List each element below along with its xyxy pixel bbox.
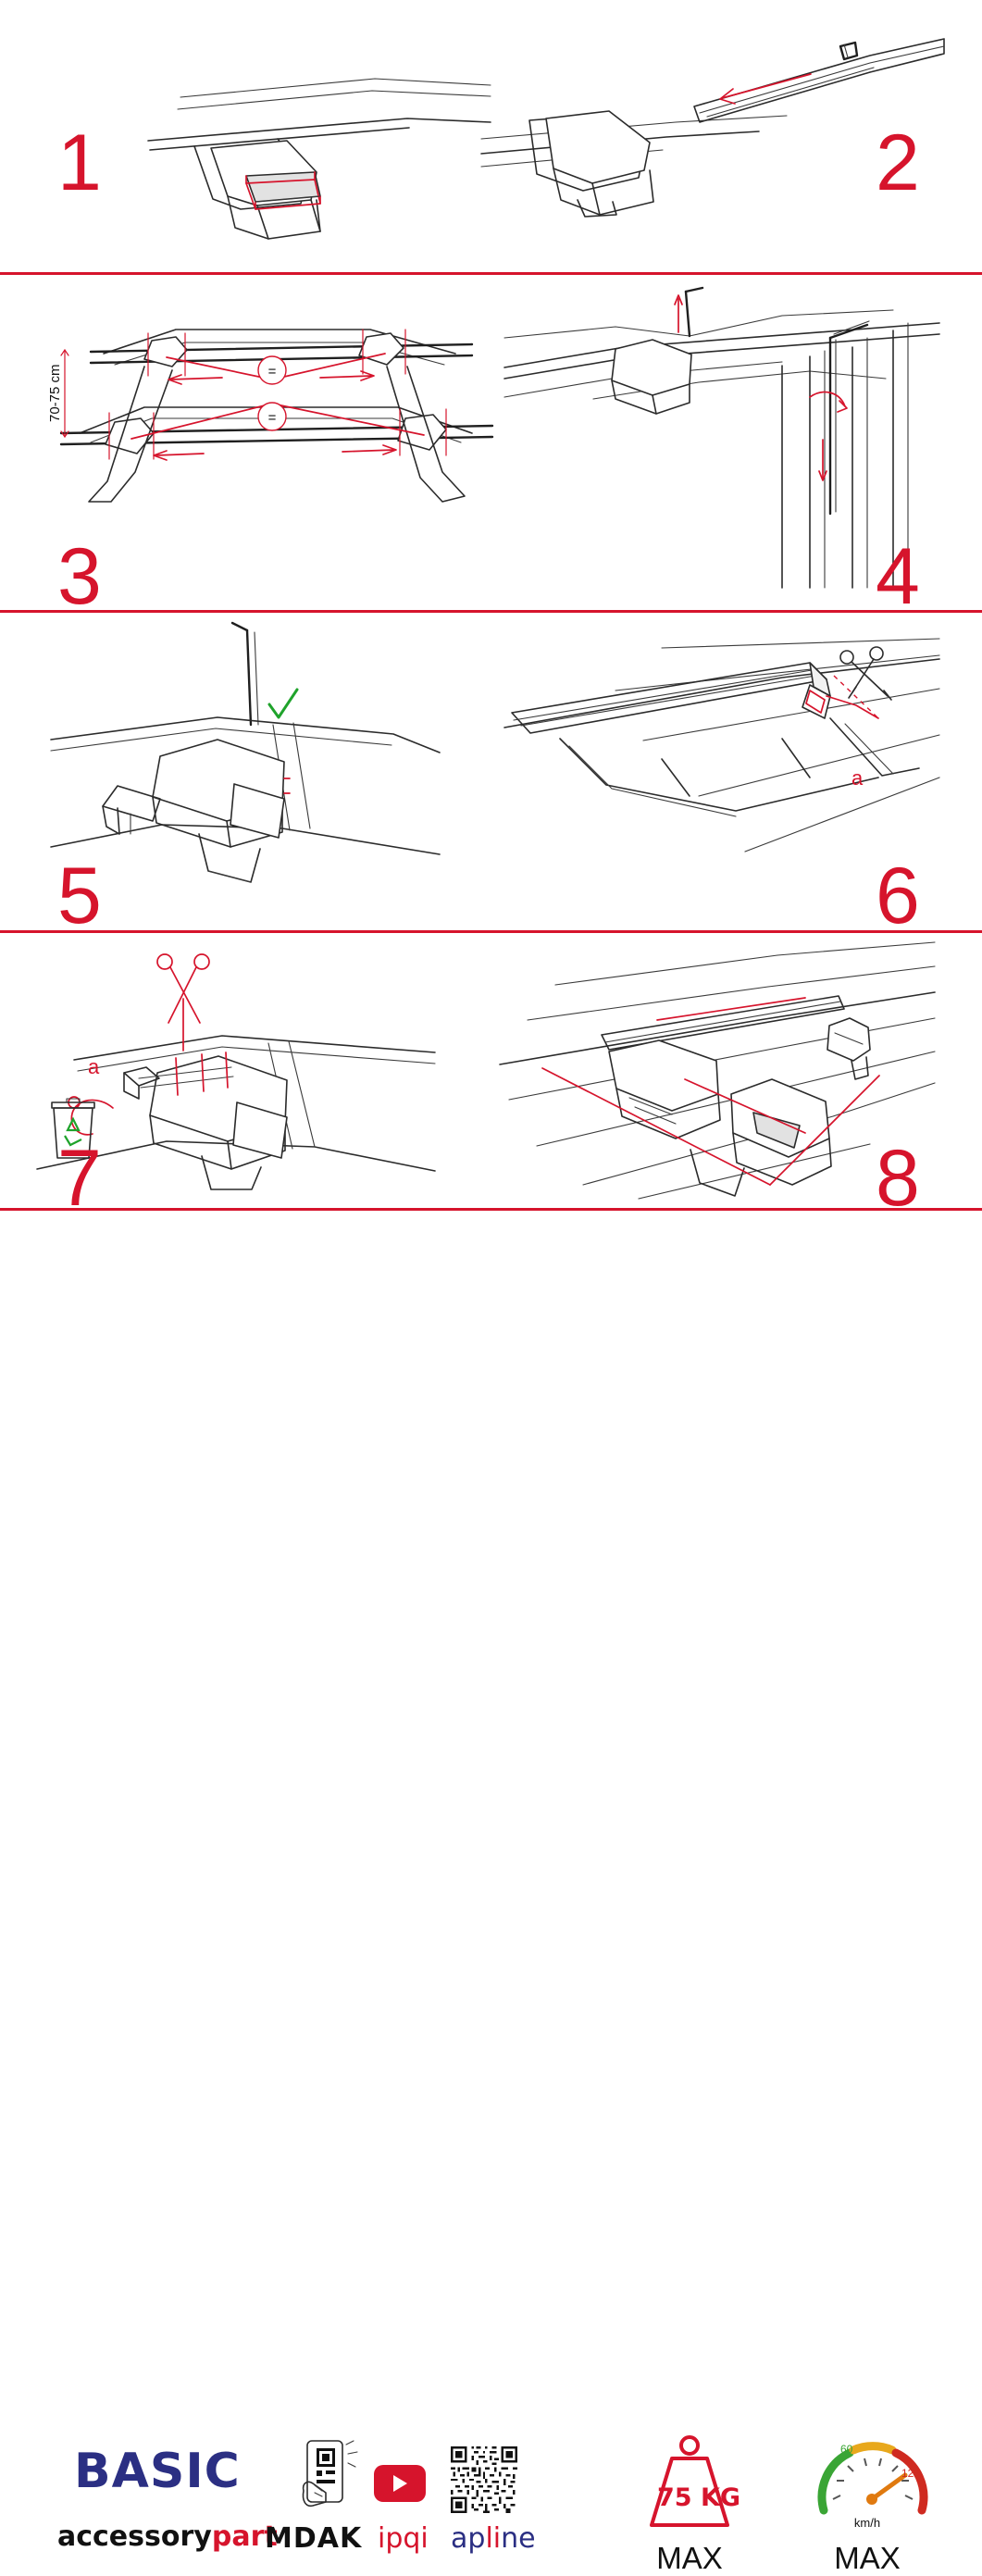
- footer: [0, 1208, 982, 2575]
- step-number-7: 7: [57, 1134, 102, 1223]
- svg-text:60: 60: [840, 2443, 853, 2456]
- step-3-illustration: [37, 296, 518, 528]
- brand-ipqi: ipqi: [378, 2522, 429, 2555]
- brand-accessory-text: accessory: [57, 2520, 212, 2553]
- brand-part-text: part: [211, 2520, 278, 2553]
- speed-unit-label: km/h: [853, 2516, 881, 2530]
- brand-apline: apline: [451, 2522, 536, 2555]
- step-number-3: 3: [57, 532, 102, 621]
- max-speed-caption: MAX: [834, 2541, 901, 2575]
- svg-text:=: =: [267, 410, 277, 426]
- svg-text:70-75 cm: 70-75 cm: [47, 364, 63, 422]
- qr-code-icon[interactable]: [451, 2446, 517, 2513]
- cut-label-a-step7: a: [88, 1055, 100, 1078]
- phone-scan-icon: [294, 2439, 361, 2523]
- brand-apline-accent: li: [485, 2522, 502, 2555]
- max-load-value: 75 KG: [656, 2483, 741, 2512]
- brand-basic: BASIC: [74, 2444, 241, 2499]
- brand-mdak: MDAK: [265, 2522, 363, 2555]
- svg-text:=: =: [267, 364, 277, 380]
- svg-text:120: 120: [901, 2467, 921, 2480]
- section-divider-1: [0, 272, 982, 275]
- section-divider-2: [0, 610, 982, 613]
- cut-label-a-step6: a: [851, 766, 864, 790]
- step-number-2: 2: [876, 118, 920, 207]
- step-2-illustration: [481, 19, 944, 231]
- step-1-illustration: [139, 37, 491, 259]
- step-4-illustration: [504, 282, 939, 588]
- max-load-caption: MAX: [656, 2541, 723, 2575]
- step-5-illustration: [51, 616, 440, 884]
- youtube-icon[interactable]: [374, 2465, 426, 2502]
- step-number-5: 5: [57, 852, 102, 940]
- brand-accessorypart: [57, 2520, 278, 2553]
- step-number-8: 8: [876, 1134, 920, 1223]
- speedometer-icon: [813, 2434, 933, 2527]
- step-6-illustration: [504, 639, 939, 870]
- step-8-illustration: [500, 935, 935, 1199]
- step-number-1: 1: [57, 118, 102, 207]
- section-divider-3: [0, 930, 982, 933]
- step-number-6: 6: [876, 852, 920, 940]
- step-number-4: 4: [876, 532, 920, 621]
